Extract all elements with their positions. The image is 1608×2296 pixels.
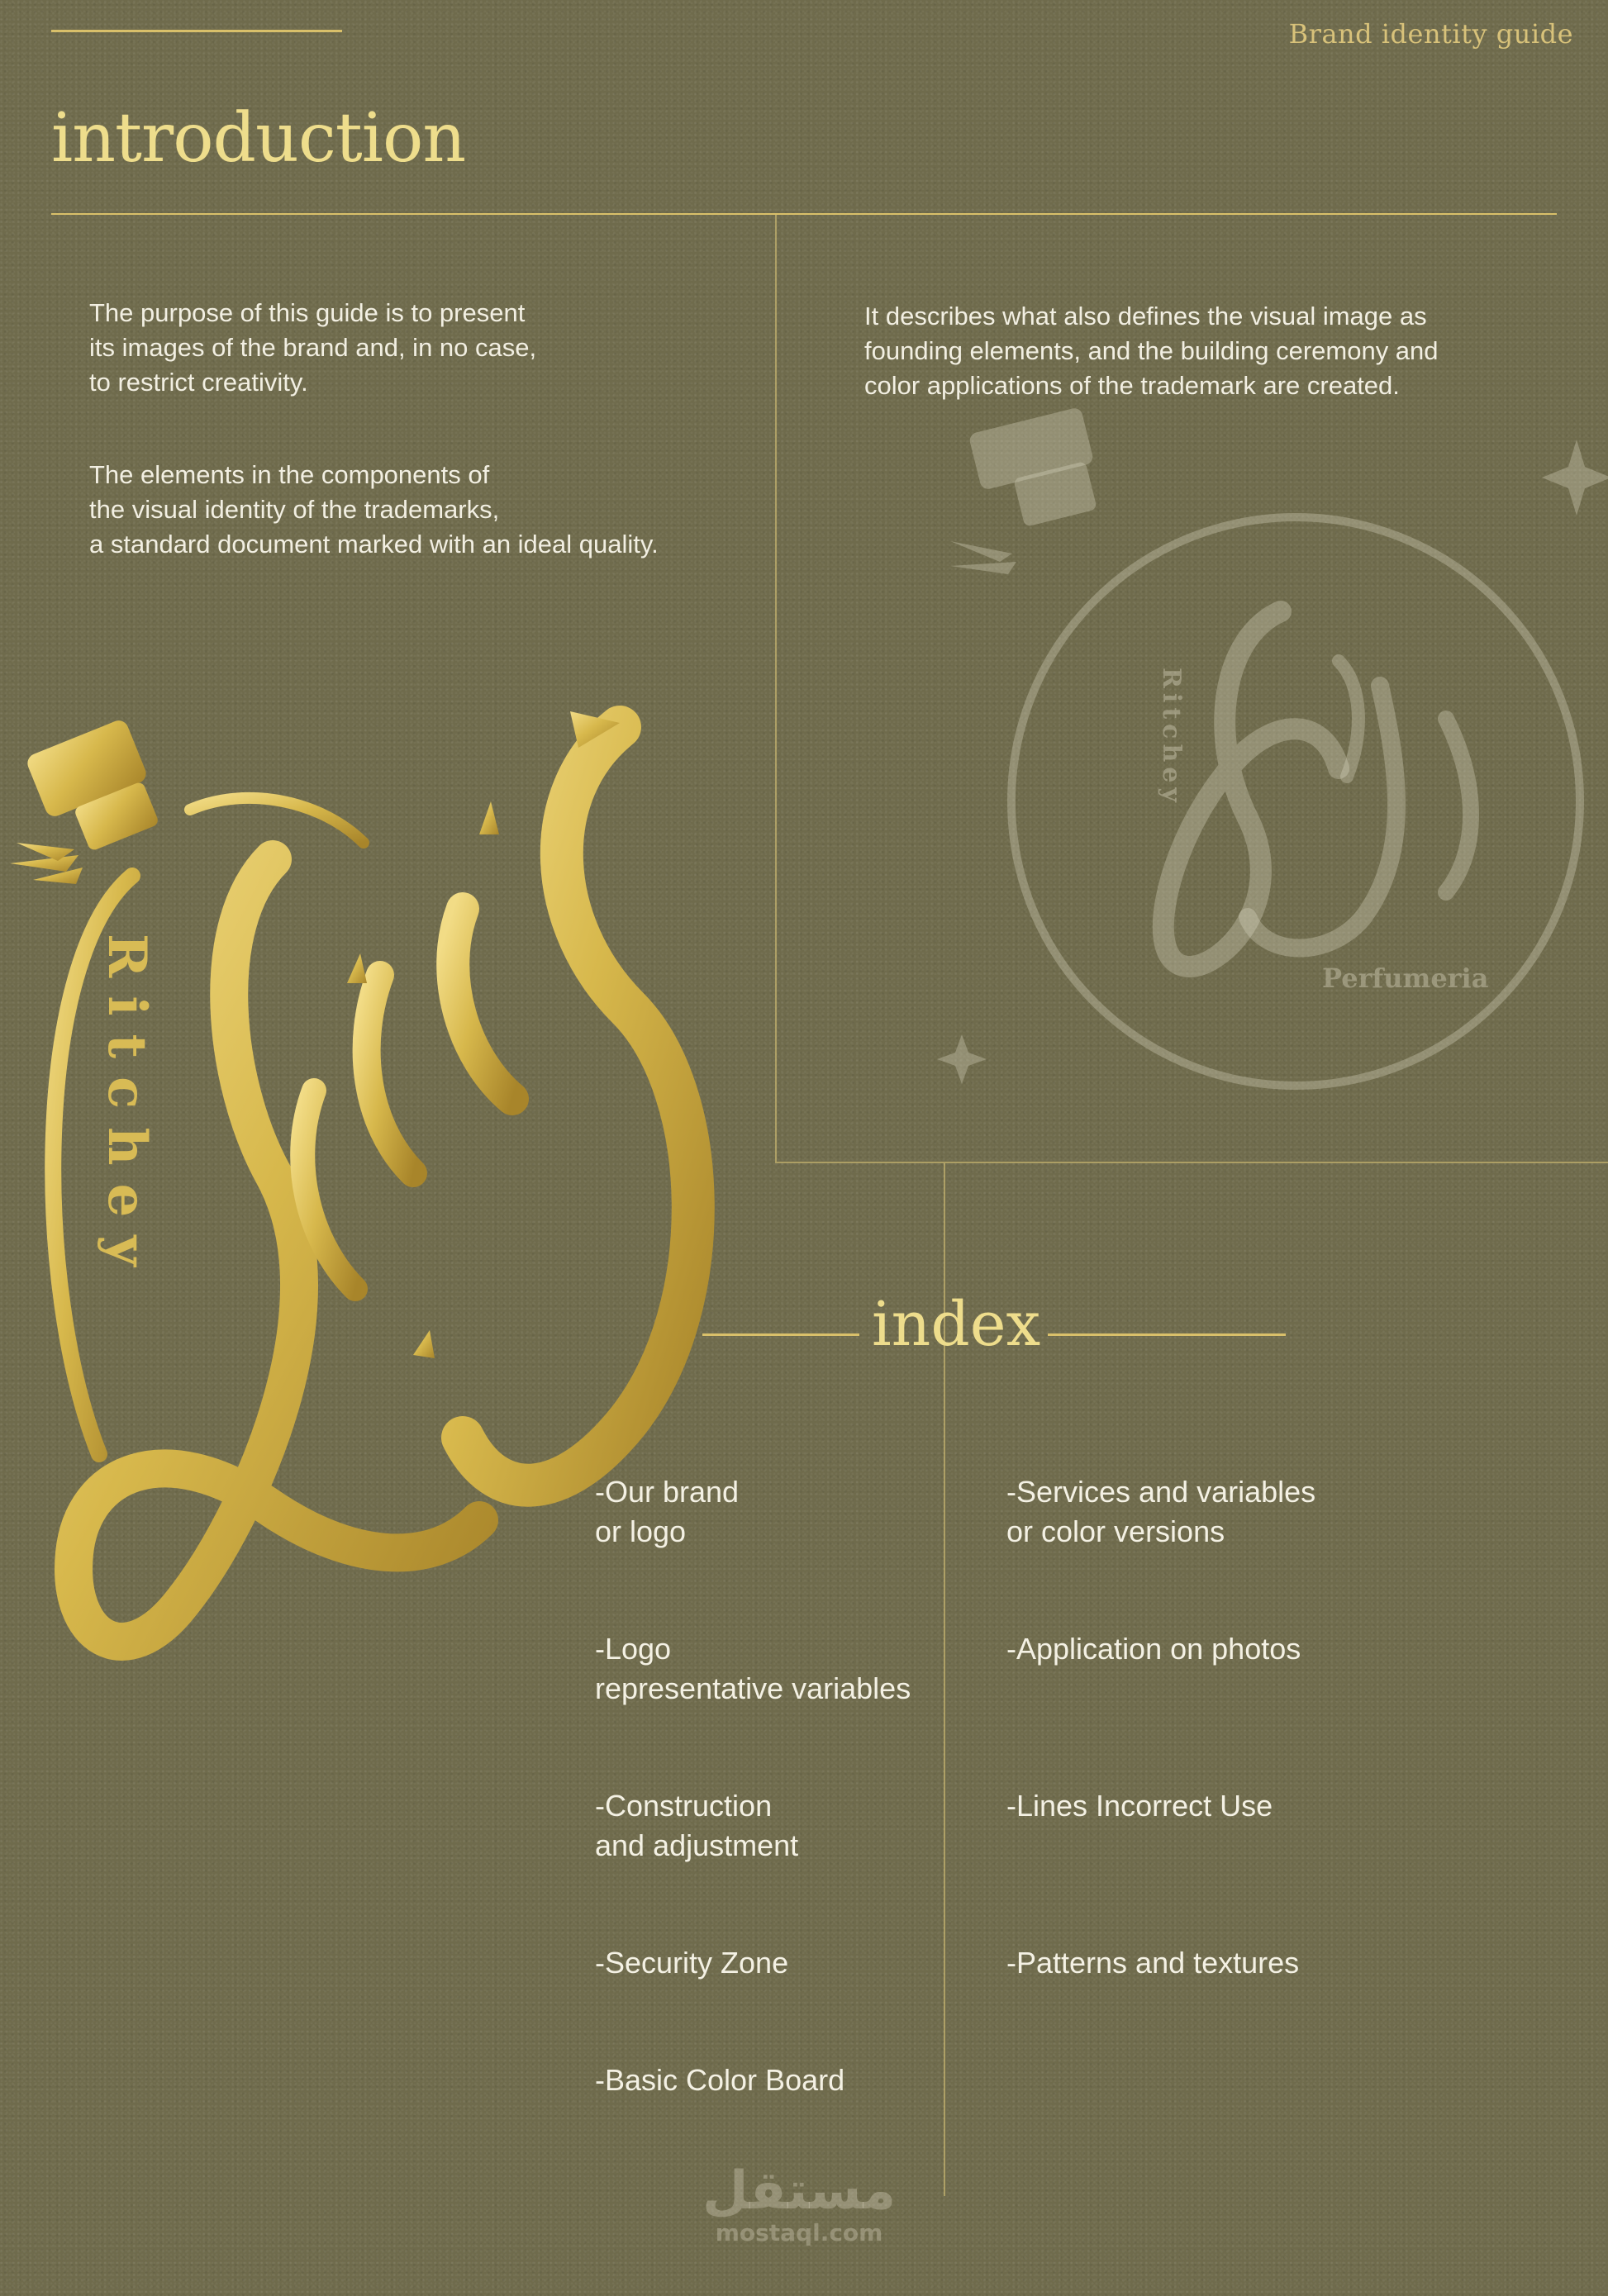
intro-paragraph-right: It describes what also defines the visual image as founding elements, and the building ceremony and color applications of the trademark are created. <box>864 302 1439 400</box>
watermark-arabic: مستقل <box>702 2161 897 2222</box>
index-line-right <box>1048 1333 1286 1336</box>
horizontal-divider-middle <box>777 1162 1608 1163</box>
mostaql-watermark <box>702 2161 897 2246</box>
index-line-left <box>702 1333 859 1336</box>
intro-paragraph-2: The elements in the components of the visual identity of the trademarks, a standard document marked with an ideal quality. <box>89 460 659 559</box>
index-item-our-brand: -Our brand or logo <box>595 1475 740 1548</box>
logo-subtitle-faded: Perfumeria <box>1322 963 1489 994</box>
perfume-bottle-logo-faded <box>950 388 1595 1099</box>
index-item-incorrect-use: -Lines Incorrect Use <box>1006 1789 1273 1823</box>
vertical-divider-top <box>775 215 777 1163</box>
index-item-services: -Services and variables or color versions <box>1006 1475 1316 1548</box>
header-title: Brand identity guide <box>1288 18 1573 50</box>
index-item-photos: -Application on photos <box>1006 1632 1301 1666</box>
introduction-divider <box>51 213 1557 215</box>
index-item-patterns: -Patterns and textures <box>1006 1946 1300 1980</box>
index-item-security-zone: -Security Zone <box>595 1946 789 1980</box>
vertical-text-main: Ritchey <box>96 934 158 1285</box>
introduction-heading: introduction <box>51 99 466 178</box>
index-item-construction: -Construction and adjustment <box>595 1789 799 1862</box>
index-item-logo-variables: -Logo representative variables <box>595 1632 911 1705</box>
index-heading: index <box>872 1289 1041 1360</box>
watermark-latin: mostaql.com <box>715 2219 883 2246</box>
top-accent-line <box>51 30 342 32</box>
vertical-text-faded: Ritchey <box>1157 668 1186 807</box>
intro-paragraph-1: The purpose of this guide is to present its images of the brand and, in no case, to restrict creativity. <box>89 298 537 397</box>
index-item-color-board: -Basic Color Board <box>595 2063 845 2097</box>
